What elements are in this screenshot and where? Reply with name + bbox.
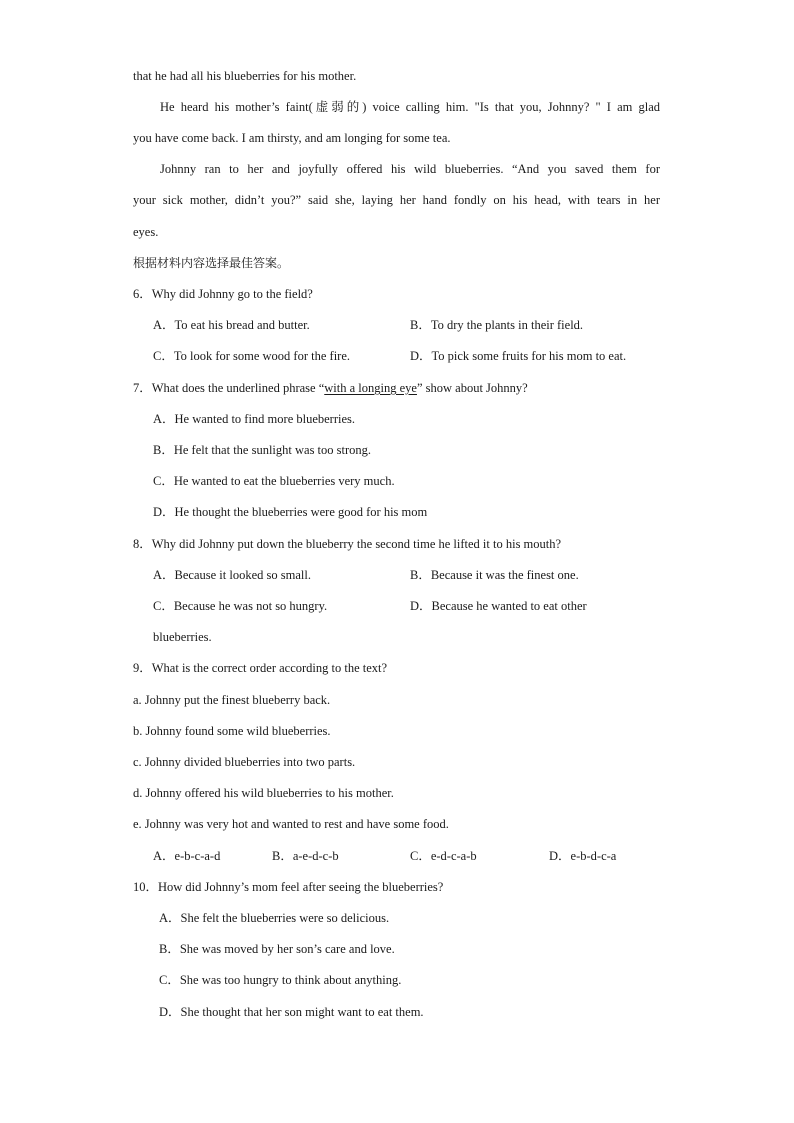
question-8-option-d-continued: blueberries.: [153, 630, 212, 644]
question-6-option-a: A．To eat his bread and butter.: [153, 318, 310, 332]
question-8-option-d: D．Because he wanted to eat other: [410, 599, 587, 613]
question-6-option-c: C．To look for some wood for the fire.: [153, 349, 351, 363]
question-8-option-b: B．Because it was the finest one.: [410, 568, 579, 582]
question-6-option-d: D．To pick some fruits for his mom to eat.: [410, 349, 627, 363]
question-7-option-d: D．He thought the blueberries were good for his mom: [153, 505, 428, 519]
question-8-option-c: C．Because he was not so hungry.: [153, 599, 328, 613]
passage-line: eyes.: [133, 225, 159, 239]
question-6-option-b: B．To dry the plants in their field.: [410, 318, 584, 332]
question-9-item-a: a. Johnny put the finest blueberry back.: [133, 693, 331, 707]
passage-line: He heard his mother’s faint(虚弱的) voice calling him. "Is that you, Johnny? " I am glad: [160, 100, 660, 114]
question-9-option-b: B．a-e-d-c-b: [272, 849, 339, 863]
passage-line: that he had all his blueberries for his mother.: [133, 69, 357, 83]
question-9-option-c: C．e-d-c-a-b: [410, 849, 477, 863]
question-7-stem-pre: 7．What does the underlined phrase “: [133, 381, 325, 395]
question-9-option-d: D．e-b-d-c-a: [549, 849, 617, 863]
question-7-stem: [133, 380, 528, 396]
passage-line: Johnny ran to her and joyfully offered his wild blueberries. “And you saved them for: [160, 162, 660, 176]
underlined-phrase: with a longing eye: [324, 381, 417, 395]
question-10-option-b: B．She was moved by her son’s care and love.: [159, 942, 395, 956]
question-9-item-c: c. Johnny divided blueberries into two parts.: [133, 755, 356, 769]
question-10-option-d: D．She thought that her son might want to eat them.: [159, 1005, 424, 1019]
section-instruction: 根据材料内容选择最佳答案。: [133, 256, 290, 270]
question-7-stem-post: ” show about Johnny?: [416, 381, 528, 395]
passage-line: you have come back. I am thirsty, and am longing for some tea.: [133, 131, 451, 145]
question-9-item-e: e. Johnny was very hot and wanted to rest and have some food.: [133, 817, 449, 831]
question-10-stem: 10．How did Johnny’s mom feel after seeing the blueberries?: [133, 880, 444, 894]
question-6-stem: 6．Why did Johnny go to the field?: [133, 287, 313, 301]
passage-line: your sick mother, didn’t you?” said she, laying her hand fondly on his head, with tears in her: [133, 193, 660, 207]
question-10-option-c: C．She was too hungry to think about anything.: [159, 973, 402, 987]
question-9-item-b: b. Johnny found some wild blueberries.: [133, 724, 331, 738]
question-9-item-d: d. Johnny offered his wild blueberries to his mother.: [133, 786, 394, 800]
question-10-option-a: A．She felt the blueberries were so delicious.: [159, 911, 390, 925]
question-7-option-a: A．He wanted to find more blueberries.: [153, 412, 356, 426]
question-7-option-c: C．He wanted to eat the blueberries very much.: [153, 474, 395, 488]
question-9-option-a: A．e-b-c-a-d: [153, 849, 221, 863]
question-8-option-a: A．Because it looked so small.: [153, 568, 311, 582]
question-7-option-b: B．He felt that the sunlight was too strong.: [153, 443, 372, 457]
question-9-stem: 9．What is the correct order according to the text?: [133, 661, 388, 675]
question-8-stem: 8．Why did Johnny put down the blueberry the second time he lifted it to his mouth?: [133, 537, 562, 551]
